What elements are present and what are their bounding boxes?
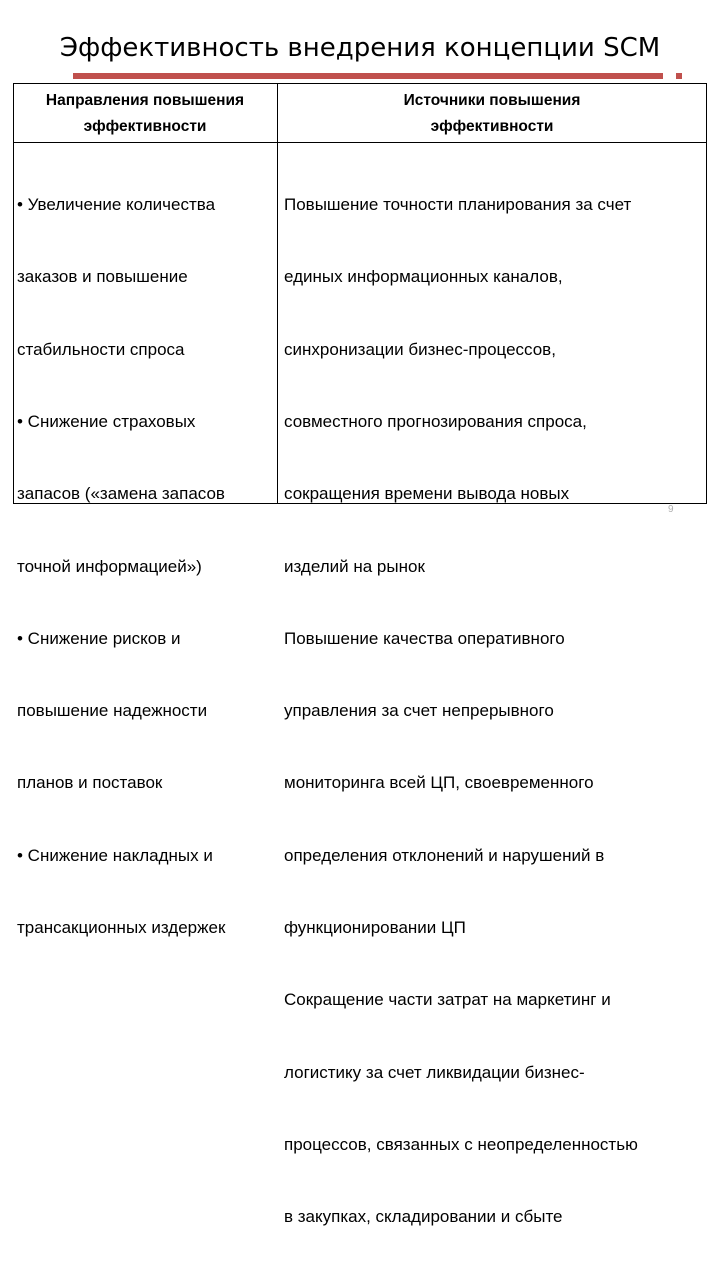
- text-line: в закупках, складировании и сбыте: [284, 1207, 563, 1227]
- text-line: планов и поставок: [17, 773, 163, 793]
- header-sources: [280, 88, 704, 140]
- text-line: сокращения времени вывода новых: [284, 484, 570, 504]
- text-line: мониторинга всей ЦП, своевременного: [284, 773, 594, 793]
- text-line: единых информационных каналов,: [284, 267, 563, 287]
- header-line: эффективности: [430, 118, 554, 135]
- sources-column: [284, 145, 704, 1277]
- text-line: определения отклонений и нарушений в: [284, 845, 605, 865]
- text-line: функционировании ЦП: [284, 918, 466, 937]
- header-line: эффективности: [83, 118, 207, 135]
- header-line: Источники повышения: [403, 92, 581, 109]
- comparison-table: [13, 83, 707, 1227]
- text-line: заказов и повышение: [17, 267, 188, 287]
- text-line: стабильности спроса: [17, 339, 185, 359]
- text-line: • Снижение страховых: [17, 412, 196, 432]
- text-line: синхронизации бизнес-процессов,: [284, 339, 556, 359]
- column-divider: [277, 84, 278, 503]
- text-line: Повышение точности планирования за счет: [284, 195, 632, 215]
- text-line: логистику за счет ликвидации бизнес-: [284, 1062, 585, 1082]
- text-line: Повышение качества оперативного: [284, 628, 565, 648]
- text-line: управления за счет непрерывного: [284, 701, 554, 721]
- header-directions: [16, 88, 274, 140]
- text-line: изделий на рынок: [284, 556, 425, 576]
- text-line: • Увеличение количества: [17, 195, 216, 215]
- text-line: • Снижение рисков и: [17, 628, 181, 648]
- header-divider: [14, 142, 706, 143]
- page-number: 9: [668, 504, 674, 515]
- text-line: Сокращение части затрат на маркетинг и: [284, 990, 611, 1010]
- directions-column: [17, 145, 275, 988]
- title-underline-tick: [676, 73, 682, 79]
- text-line: • Снижение накладных и: [17, 845, 213, 865]
- slide-title: Эффективность внедрения концепции SCM: [59, 33, 661, 63]
- text-line: трансакционных издержек: [17, 918, 226, 937]
- text-line: точной информацией»): [17, 556, 202, 576]
- title-underline: [73, 73, 663, 79]
- text-line: процессов, связанных с неопределенностью: [284, 1134, 638, 1154]
- header-line: Направления повышения: [45, 92, 245, 109]
- text-line: совместного прогнозирования спроса,: [284, 412, 587, 432]
- text-line: повышение надежности: [17, 701, 208, 721]
- text-line: запасов («замена запасов: [17, 484, 225, 504]
